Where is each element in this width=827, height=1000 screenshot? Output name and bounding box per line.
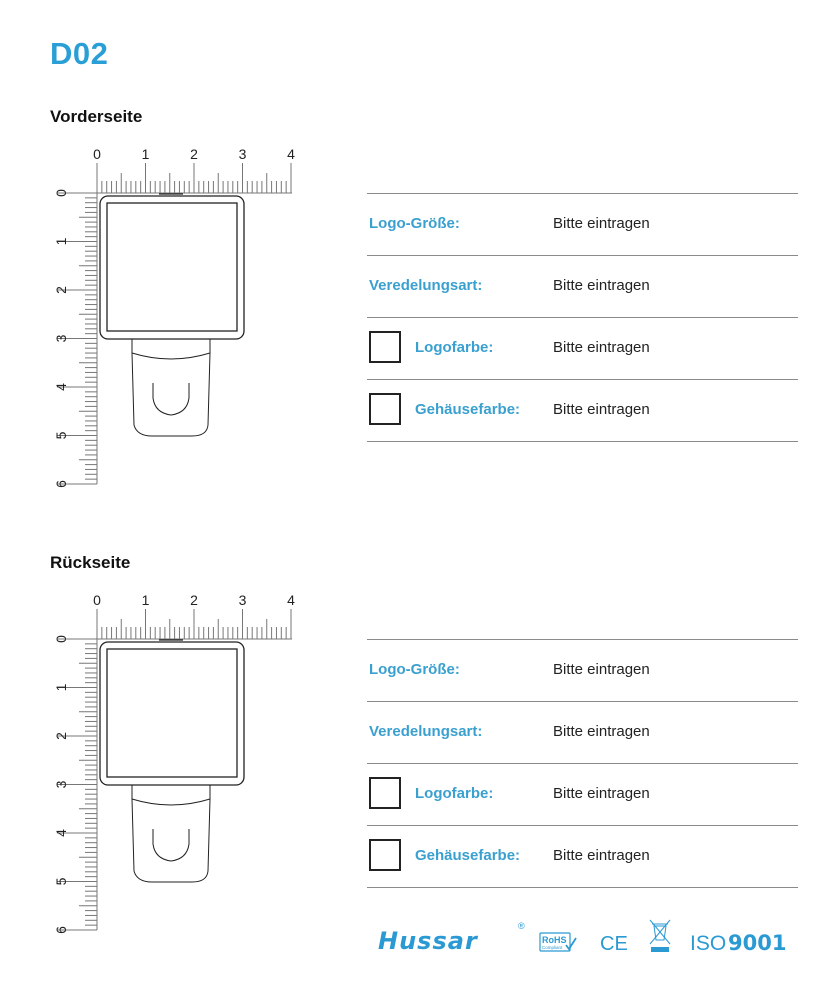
ruler-label-v: 2	[53, 732, 69, 740]
iso-prefix: ISO	[690, 932, 727, 955]
row-label: Logo-Größe:	[369, 661, 460, 678]
logo-print-area	[107, 649, 237, 777]
row-value[interactable]: Bitte eintragen	[553, 339, 650, 356]
row-label: Logo-Größe:	[369, 215, 460, 232]
row-label: Logofarbe:	[415, 339, 494, 356]
usb-connector-body	[132, 353, 210, 436]
certification-footer	[378, 915, 798, 965]
ruler-label-h: 4	[287, 146, 295, 162]
rohs-icon	[540, 933, 576, 951]
ruler-label-v: 4	[53, 829, 69, 837]
row-value[interactable]: Bitte eintragen	[553, 847, 650, 864]
row-label: Logofarbe:	[415, 785, 494, 802]
table-row-logo-color	[367, 763, 798, 825]
section-title-front: Vorderseite	[50, 107, 143, 126]
table-row-logo-size	[367, 639, 798, 701]
rohs-top: RoHS	[542, 935, 567, 945]
weee-bin-icon	[650, 920, 670, 952]
spec-table-back	[367, 639, 798, 888]
ruler-label-h: 4	[287, 592, 295, 608]
ruler-label-v: 4	[53, 383, 69, 391]
rohs-bottom: Compliant	[542, 945, 563, 950]
ruler-label-v: 1	[53, 237, 69, 246]
device-outer-frame	[100, 196, 244, 339]
table-row-finishing	[367, 701, 798, 763]
row-value[interactable]: Bitte eintragen	[553, 785, 650, 802]
ruler-label-h: 0	[93, 592, 101, 608]
device-neck	[132, 785, 210, 805]
ruler-label-v: 6	[53, 926, 69, 934]
ruler-label-v: 2	[53, 286, 69, 294]
table-row-case-color	[367, 379, 798, 442]
ruler-label-v: 1	[53, 683, 69, 692]
row-value[interactable]: Bitte eintragen	[553, 401, 650, 418]
ruler-drawing-back	[40, 588, 310, 934]
table-row-case-color	[367, 825, 798, 888]
usb-device-drawing	[100, 640, 244, 882]
row-label: Veredelungsart:	[369, 723, 483, 740]
usb-connector-body	[132, 799, 210, 882]
registered-mark: ®	[518, 921, 525, 931]
ruler-label-v: 3	[53, 334, 69, 343]
ruler-label-h: 3	[238, 146, 247, 162]
ruler-drawing-front	[40, 142, 310, 488]
case-color-checkbox[interactable]	[369, 393, 401, 425]
row-value[interactable]: Bitte eintragen	[553, 661, 650, 678]
table-row-logo-size	[367, 193, 798, 255]
ruler-label-v: 0	[53, 635, 69, 643]
spec-table-front	[367, 193, 798, 442]
ruler-label-v: 5	[53, 431, 69, 440]
brand-name: Hussar	[378, 927, 478, 955]
case-color-checkbox[interactable]	[369, 839, 401, 871]
ruler-label-h: 2	[190, 592, 198, 608]
page-title: D02	[50, 36, 109, 71]
table-row-logo-color	[367, 317, 798, 379]
ruler-label-v: 5	[53, 877, 69, 886]
table-row-finishing	[367, 255, 798, 317]
ruler-label-v: 0	[53, 189, 69, 197]
ruler-label-v: 6	[53, 480, 69, 488]
ruler-label-h: 1	[141, 592, 150, 608]
connector-loop	[153, 829, 189, 861]
ruler-label-h: 3	[238, 592, 247, 608]
ce-mark: CE	[600, 933, 628, 955]
usb-device-drawing	[100, 194, 244, 436]
row-label: Gehäusefarbe:	[415, 847, 521, 864]
logo-color-checkbox[interactable]	[369, 331, 401, 363]
logo-color-checkbox[interactable]	[369, 777, 401, 809]
row-label: Gehäusefarbe:	[415, 401, 521, 418]
device-outer-frame	[100, 642, 244, 785]
device-neck	[132, 339, 210, 359]
ruler-label-h: 0	[93, 146, 101, 162]
logo-print-area	[107, 203, 237, 331]
hussar-logo	[378, 921, 525, 955]
ruler-label-h: 2	[190, 146, 198, 162]
row-value[interactable]: Bitte eintragen	[553, 723, 650, 740]
row-value[interactable]: Bitte eintragen	[553, 215, 650, 232]
ruler-label-h: 1	[141, 146, 150, 162]
row-value[interactable]: Bitte eintragen	[553, 277, 650, 294]
section-title-back: Rückseite	[50, 553, 131, 572]
iso-number: 9001	[728, 931, 787, 955]
row-label: Veredelungsart:	[369, 277, 483, 294]
connector-loop	[153, 383, 189, 415]
ruler-label-v: 3	[53, 780, 69, 789]
